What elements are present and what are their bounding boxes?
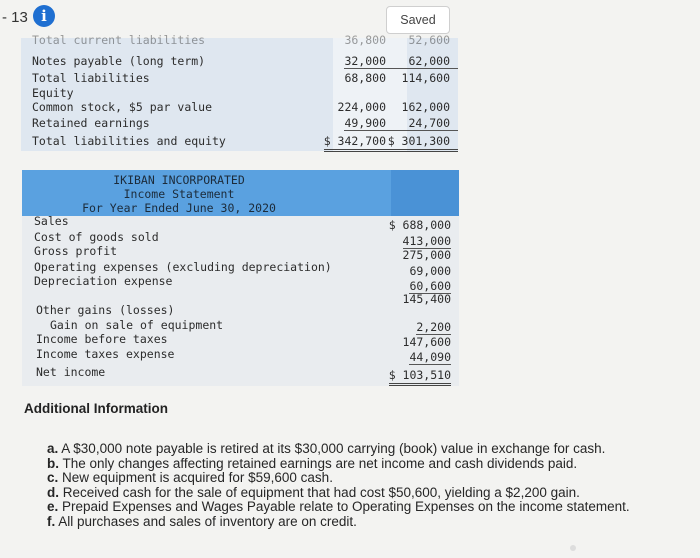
row-value-2019: 114,600 <box>401 71 450 85</box>
balance-sheet-row <box>21 100 458 117</box>
question-number: - 13 <box>2 9 28 26</box>
row-label: Notes payable (long term) <box>32 54 206 68</box>
row-label: Total liabilities <box>32 71 150 85</box>
income-statement-row <box>22 332 459 347</box>
income-statement-body <box>22 216 459 386</box>
row-value-2020: 32,000 <box>344 54 386 68</box>
row-label: Common stock, $5 par value <box>32 100 213 114</box>
saved-status-button[interactable]: Saved <box>386 6 450 34</box>
list-item <box>47 500 687 515</box>
row-value: 145,400 <box>402 292 451 306</box>
row-label: Gain on sale of equipment <box>50 318 224 332</box>
income-statement-row <box>22 365 459 380</box>
income-statement-row <box>22 318 459 333</box>
balance-sheet-row <box>21 33 458 50</box>
income-statement-row <box>22 214 459 232</box>
income-statement-header <box>22 170 459 216</box>
additional-information-list <box>47 442 687 529</box>
balance-sheet-row <box>21 116 458 133</box>
top-bar <box>0 0 700 36</box>
list-item <box>47 515 687 530</box>
balance-sheet-panel <box>21 33 458 151</box>
row-value-2019: $ 301,300 <box>380 134 458 152</box>
income-statement-row <box>22 244 459 262</box>
row-label: Retained earnings <box>32 116 150 130</box>
row-value-2020: 68,800 <box>344 71 386 85</box>
item-text: All purchases and sales of inventory are on credit. <box>58 513 357 529</box>
list-item <box>47 486 687 501</box>
row-value-2020: 36,800 <box>344 33 386 47</box>
row-label: Income before taxes <box>36 332 168 346</box>
item-letter: d. <box>47 484 59 500</box>
row-value: 413,000 <box>402 234 451 248</box>
income-statement-row <box>22 274 459 293</box>
row-value: $ 103,510 <box>389 368 451 386</box>
item-text: The only changes affecting retained earnings are net income and cash dividends paid. <box>62 455 578 471</box>
row-value-2020: 49,900 <box>344 116 386 130</box>
row-label: Cost of goods sold <box>34 230 159 244</box>
income-statement-row <box>22 260 459 278</box>
row-value: $ 688,000 <box>388 218 451 232</box>
row-value-2019: 62,000 <box>380 54 458 69</box>
item-text: New equipment is acquired for $59,600 cash. <box>62 470 333 485</box>
item-letter: b. <box>47 455 59 471</box>
item-text: Prepaid Expenses and Wages Payable relate to Operating Expenses on the income statement. <box>62 499 630 514</box>
row-value-2020: 224,000 <box>337 100 386 114</box>
info-icon[interactable]: i <box>33 5 55 27</box>
company-name: IKIBAN INCORPORATED <box>113 173 245 187</box>
row-value: 275,000 <box>402 248 451 262</box>
row-label: Operating expenses (excluding depreciation) <box>34 260 332 274</box>
statement-period: For Year Ended June 30, 2020 <box>82 201 276 215</box>
row-label: Income taxes expense <box>36 347 175 361</box>
item-letter: e. <box>47 499 59 514</box>
balance-sheet-row <box>21 134 458 151</box>
row-label: Depreciation expense <box>34 274 173 288</box>
item-letter: c. <box>47 470 59 485</box>
header-column-box <box>391 170 459 216</box>
item-text: Received cash for the sale of equipment that had cost $50,600, yielding a $2,200 gain. <box>62 484 580 500</box>
list-item <box>47 442 687 457</box>
item-text: A $30,000 note payable is retired at its $30,000 carrying (book) value in exchange for cash. <box>61 441 606 456</box>
income-statement-row <box>22 230 459 248</box>
additional-information-title: Additional Information <box>24 401 168 416</box>
income-statement-row <box>22 347 459 362</box>
row-label: Other gains (losses) <box>36 303 175 317</box>
row-label: Total liabilities and equity <box>32 134 226 148</box>
item-letter: f. <box>47 513 56 529</box>
item-letter: a. <box>47 441 59 456</box>
row-value: 44,090 <box>409 350 451 364</box>
row-value-2019: 52,600 <box>408 33 450 47</box>
row-label: Gross profit <box>34 244 118 258</box>
row-value-2019: 162,000 <box>401 100 450 114</box>
row-label: Sales <box>34 214 69 228</box>
row-value: 2,200 <box>416 320 451 334</box>
row-value-2019: 24,700 <box>380 116 458 131</box>
statement-title: Income Statement <box>123 187 235 201</box>
row-value-2020: $ 342,700 <box>324 134 386 152</box>
row-label: Equity <box>32 86 74 100</box>
list-item <box>47 471 687 486</box>
balance-sheet-row <box>21 54 458 71</box>
row-value: 69,000 <box>409 264 451 278</box>
list-item <box>47 457 687 472</box>
row-label: Total current liabilities <box>32 33 206 47</box>
row-label: Net income <box>36 365 106 379</box>
row-value: 60,600 <box>409 279 451 293</box>
row-value: 147,600 <box>402 335 451 349</box>
income-statement-row <box>22 303 459 318</box>
scroll-indicator <box>570 545 576 551</box>
